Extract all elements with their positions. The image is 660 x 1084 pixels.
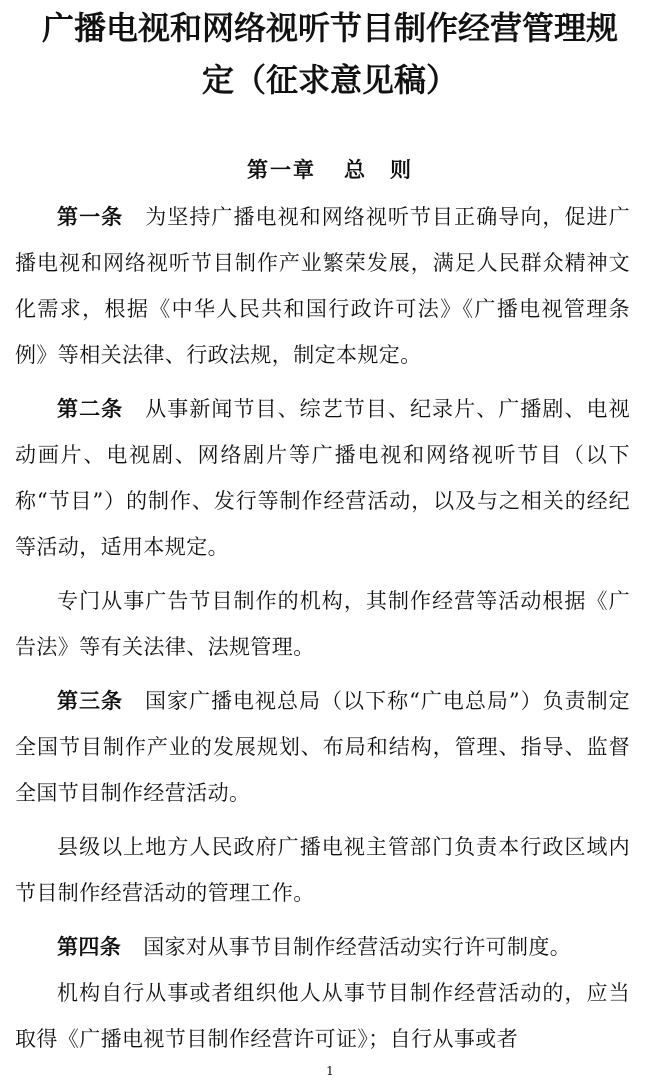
paragraph-text: 从事新闻节目、综艺节目、纪录片、广播剧、电视动画片、电视剧、网络剧片等广播电视和网络视听节目（以下称“节目”）的制作、发行等制作经营活动，以及与之相关的经纪等活动，适用本规定。	[15, 397, 630, 559]
paragraph-text: 专门从事广告节目制作的机构，其制作经营等活动根据《广告法》等有关法律、法规管理。	[15, 589, 630, 659]
article-label: 第三条	[57, 689, 124, 713]
paragraph-text: 为坚持广播电视和网络视听节目正确导向，促进广播电视和网络视听节目制作产业繁荣发展，满足人民群众精神文化需求，根据《中华人民共和国行政许可法》《广播电视管理条例》等相关法律、行政法规，制定本规定。	[15, 205, 630, 367]
article-label: 第一条	[57, 205, 124, 229]
paragraph-text: 县级以上地方人民政府广播电视主管部门负责本行政区域内节目制作经营活动的管理工作。	[15, 835, 630, 905]
chapter-number: 第一章	[247, 157, 316, 182]
paragraph-text: 机构自行从事或者组织他人从事节目制作经营活动的，应当取得《广播电视节目制作经营许可证》；自行从事或者	[15, 981, 630, 1051]
article-2-paragraph	[0, 386, 660, 570]
article-label: 第二条	[57, 397, 124, 421]
page-number: 1	[326, 1064, 334, 1078]
article-4-paragraph	[0, 924, 660, 970]
article-1-paragraph	[0, 194, 660, 378]
document-body	[0, 194, 660, 1062]
paragraph-text: 国家对从事节目制作经营活动实行许可制度。	[143, 935, 572, 959]
title-line-1: 广播电视和网络视听节目制作经营管理规	[41, 9, 618, 47]
chapter-name: 总 则	[344, 157, 413, 182]
paragraph	[0, 824, 660, 916]
chapter-heading	[0, 150, 660, 190]
paragraph-text: 国家广播电视总局（以下称“广电总局”）负责制定全国节目制作产业的发展规划、布局和结构，管理、指导、监督全国节目制作经营活动。	[15, 689, 630, 805]
title-line-2: 定（征求意见稿）	[201, 61, 458, 99]
article-label: 第四条	[57, 935, 122, 959]
document-title	[0, 0, 660, 106]
paragraph	[0, 578, 660, 670]
paragraph	[0, 970, 660, 1062]
article-3-paragraph	[0, 678, 660, 816]
